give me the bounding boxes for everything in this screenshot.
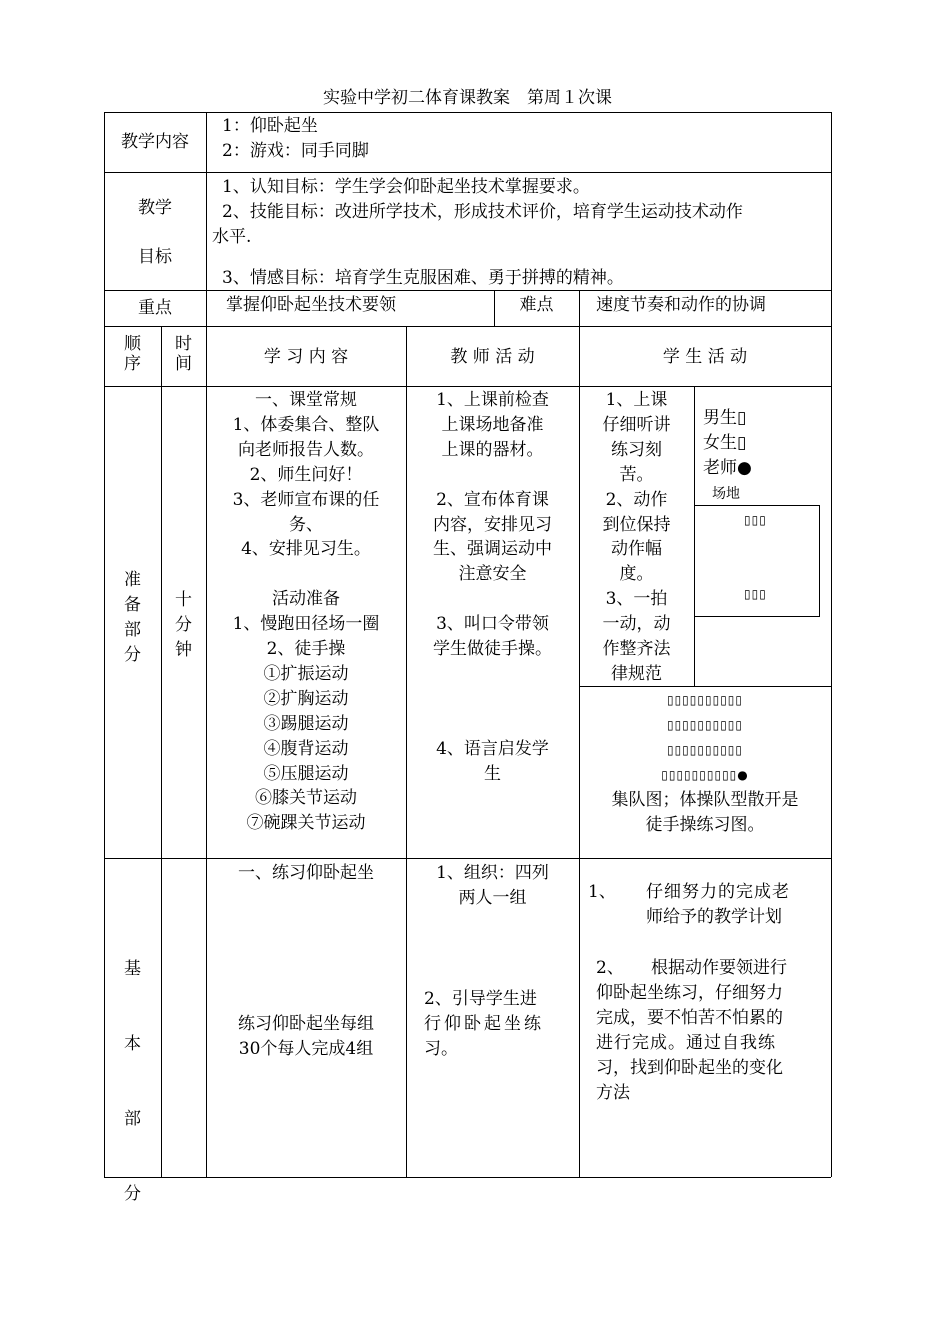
header-teacher: 教 师 活 动 [450,347,535,367]
field-row: ▯▯▯ [744,513,767,527]
basic-student-1: 仔细努力的完成老 师给予的教学计划 [646,882,790,927]
basic-student-2-first: 根据动作要领进行 [651,958,787,978]
basic-section-label: 基 本 部 分 [124,959,141,1204]
field-row: ▯▯▯ [744,587,767,601]
formation-row: ▯▯▯▯▯▯▯▯▯▯ [666,718,744,732]
basic-student-2: 仰卧起坐练习，仔细努力 完成，要不怕苦不怕累的 进行完成。通过自我练 习，找到仰卧起坐的变化 方法 [596,983,783,1103]
goal-skill: 2、技能目标：改进所学技术，形成技术评价，培育学生运动技术动作 [222,202,743,222]
prep-section-label: 准 备 部 分 [124,570,141,665]
header-student: 学 生 活 动 [662,347,748,367]
teaching-goals-label-bottom: 目标 [138,247,172,267]
difficulty-label: 难点 [519,295,554,315]
key-point-label: 重点 [138,298,172,318]
header-content: 学 习 内 容 [263,347,349,367]
basic-student-2-num: 2、 [596,958,624,978]
basic-teacher-org: 1、组织：四列 两人一组 [436,863,549,908]
goal-emotion: 3、情感目标：培育学生克服困难、勇于拼搏的精神。 [222,268,624,288]
formation-row: ▯▯▯▯▯▯▯▯▯▯ [666,743,744,757]
formation-diagram [579,688,831,838]
formation-row: ▯▯▯▯▯▯▯▯▯▯● [661,768,749,782]
page-title: 实验中学初二体育课教案 第周１次课 [323,88,612,108]
teaching-content-item: 1：仰卧起坐 [222,116,318,136]
key-point-value: 掌握仰卧起坐技术要领 [226,295,396,315]
prep-teacher: 1、上课前检查 上课场地备准 上课的器材。 2、宣布体育课 内容，安排见习 生、强调运动中 注意安全 3、叫口令带领 学生做徒手操。 4、语言启发学 生 [433,390,552,784]
basic-teacher-guide: 2、引导学生进 行仰卧起坐练 习。 [424,989,544,1059]
teaching-goals-label-top: 教学 [138,198,172,218]
basic-content-detail: 练习仰卧起坐每组 30个每人完成4组 [238,1014,374,1059]
formation-caption: 集队图；体操队型散开是 [611,790,799,810]
prep-time-label: 十 分 钟 [175,590,192,660]
prep-content: 一、课堂常规 1、体委集合、整队 向老师报告人数。 2、师生问好！ 3、老师宣布课的任 务、 4、安排见习生。 活动准备 1、慢跑田径场一圈 2、徒手操 ①扩振运动 ②扩胸运动 ③踢腿运动 ④腹背运动 ⑤压腿运动 ⑥膝关节运动 ⑦碗踝关节运动 [232,390,380,834]
field-label: 场地 [712,486,740,502]
difficulty-value: 速度节奏和动作的协调 [596,295,766,315]
formation-row: ▯▯▯▯▯▯▯▯▯▯ [666,693,744,707]
teaching-content-item: 2：游戏：同手同脚 [222,141,369,161]
goal-cognitive: 1、认知目标：学生学会仰卧起坐技术掌握要求。 [222,177,590,197]
basic-content-title: 一、练习仰卧起坐 [238,863,374,883]
formation-caption: 徒手操练习图。 [645,815,765,835]
prep-student: 1、上课 仔细听讲 练习刻 苦。 2、动作 到位保持 动作幅 度。 3、一拍 一动，动 作整齐法 律规范 [602,390,671,684]
goal-skill-cont: 水平. [212,227,252,247]
header-order: 顺 序 [124,334,141,374]
basic-student-1-num: 1、 [588,882,616,902]
header-time: 时 间 [175,334,192,374]
teaching-content-label: 教学内容 [121,132,189,152]
formation-legend: 男生▯ 女生▯ 老师● [703,408,752,478]
